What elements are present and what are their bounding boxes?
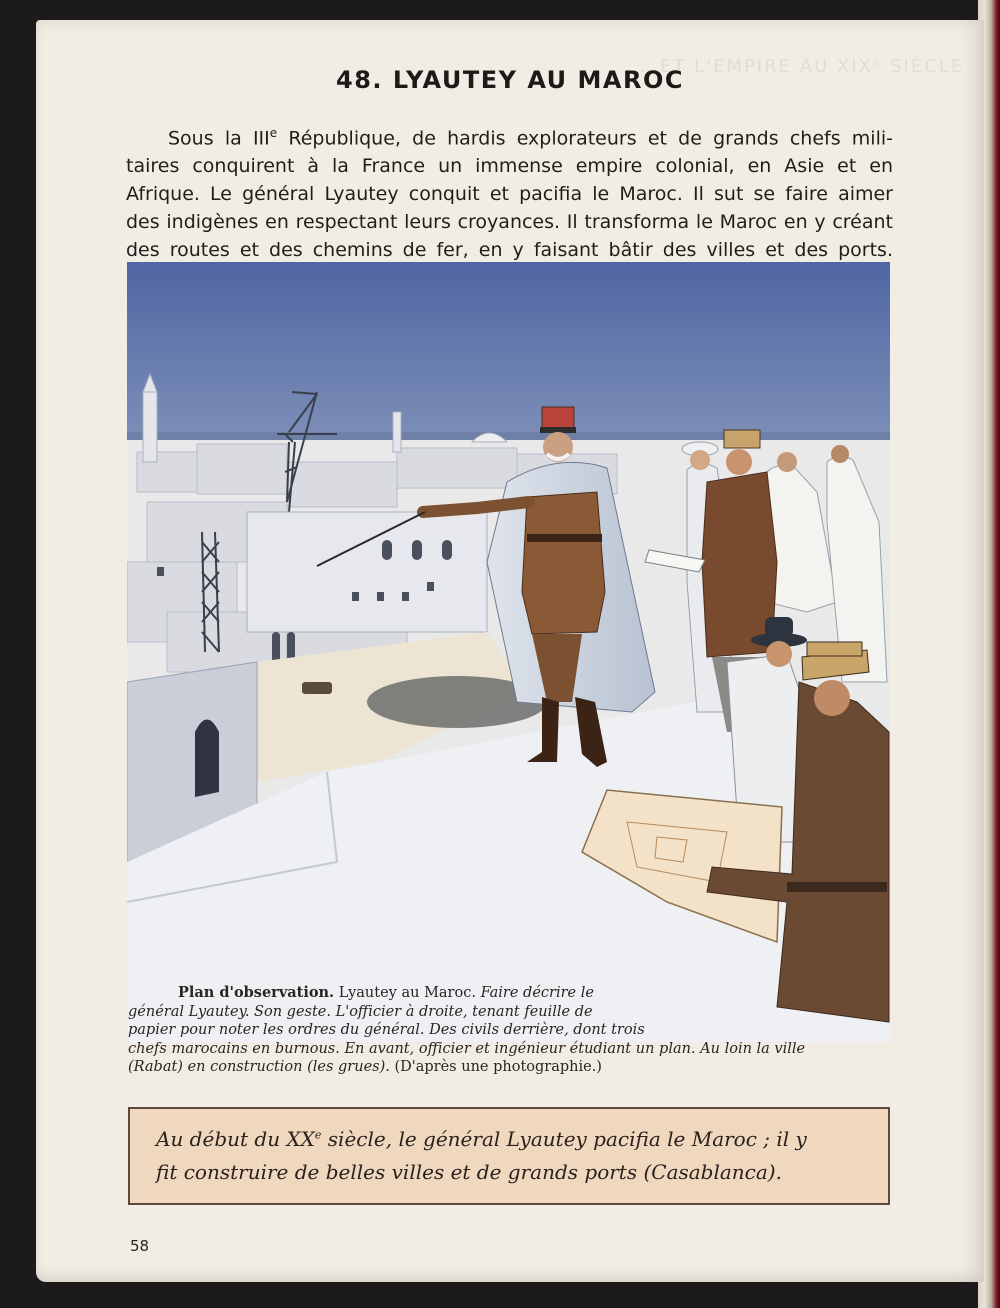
caption-line-3: papier pour noter les ordres du général. Des civils derrière, dont trois (128, 1022, 645, 1038)
intro-line-1: Sous la IIIe République, de hardis explorateurs et de grands chefs mili- (168, 126, 893, 150)
show-through-text: …ET L'EMPIRE AU XIXᵉ SIÈCLE (640, 56, 965, 77)
caption-line-2: général Lyautey. Son geste. L'officier à droite, tenant feuille de (128, 1003, 593, 1020)
illustration-lyautey-rabat (127, 262, 890, 1042)
intro-paragraph (126, 119, 893, 264)
summary-box (128, 1107, 890, 1205)
intro-line-3: Afrique. Le général Lyautey conquit et pacifia le Maroc. Il sut se faire aimer (126, 183, 893, 206)
illustration-caption (128, 984, 894, 1077)
summary-line-1: Au début du XXe siècle, le général Lyautey pacifia le Maroc ; il y (156, 1127, 807, 1151)
intro-line-5: des routes et des chemins de fer, en y faisant bâtir des villes et des ports. (126, 239, 893, 262)
summary-line-2: fit construire de belles villes et de grands ports (Casablanca). (156, 1160, 782, 1184)
caption-line-1: Plan d'observation. Lyautey au Maroc. Faire décrire le (178, 984, 594, 1001)
minaret (143, 392, 157, 462)
page-number: 58 (130, 1237, 150, 1255)
intro-line-2: taires conquirent à la France un immense empire colonial, en Asie et en (126, 155, 893, 178)
caption-line-4: chefs marocains en burnous. En avant, officier et ingénieur étudiant un plan. Au loin la ville (128, 1040, 806, 1057)
intro-line-4: des indigènes en respectant leurs croyances. Il transforma le Maroc en y créant (126, 211, 893, 234)
page-title: 48. LYAUTEY AU MAROC (336, 66, 684, 94)
caption-line-5: (Rabat) en construction (les grues). (D'après une photographie.) (128, 1059, 602, 1075)
sky (127, 262, 890, 442)
kepi (542, 407, 574, 429)
